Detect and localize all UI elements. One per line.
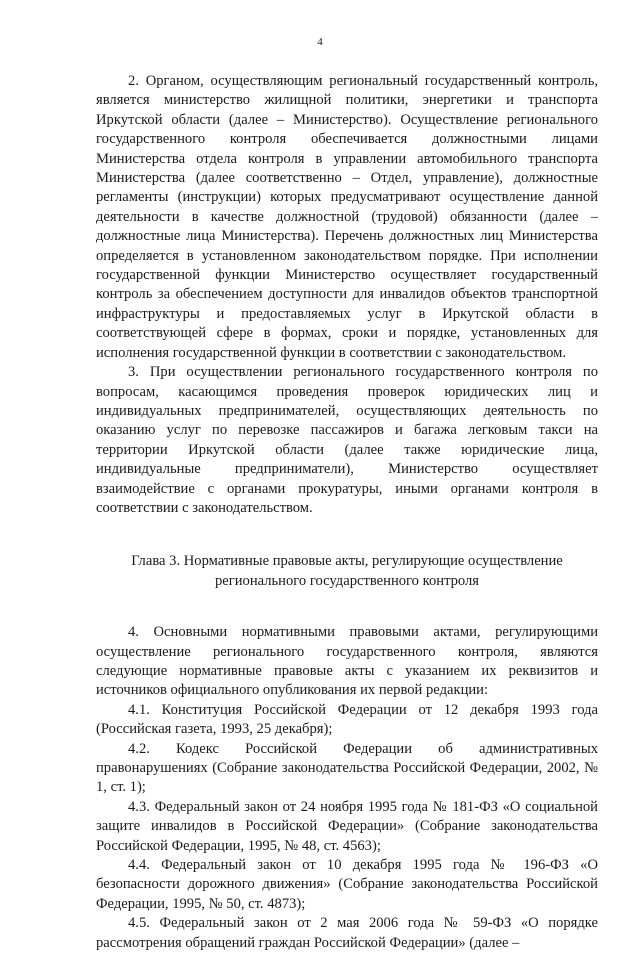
chapter-heading: [96, 552, 598, 591]
section-spacer: [96, 518, 598, 552]
paragraph-4-2: 4.2. Кодекс Российской Федерации об административных правонарушениях (Собрание законодательства Российской Федерации, 2002, № 1, ст. 1);: [96, 740, 598, 796]
chapter-heading-line-1: Глава 3. Нормативные правовые акты, регулирующие осуществление: [131, 553, 563, 570]
paragraph-2: 2. Органом, осуществляющим региональный государственный контроль, является министерство жилищной политики, энергетики и транспорта Иркутской области (далее – Министерство). Осуществление регионального государственного контроля обеспечивается должностными лицами Министерства отдела контроля в управлении автомобильного транспорта Министерства (далее соответственно – Отдел, управление), должностные регламенты (инструкции) которых предусматривают осуществление данной деятельности в качестве должностной (трудовой) обязанности (далее – должностные лица Министерства). Перечень должностных лиц Министерства определяется в установленном законодательством порядке. При исполнении государственной функции Министерство осуществляет государственный контроль за обеспечением доступности для инвалидов объектов транспортной инфраструктуры и предоставляемых услуг в Иркутской области в соответствующей сфере в формах, сроки и порядке, установленных для исполнения государственной функции в соответствии с законодательством.: [96, 73, 598, 361]
document-body: [96, 72, 598, 953]
paragraph-4: 4. Основными нормативными правовыми актами, регулирующими осуществление регионального государственного контроля, являются следующие нормативные правовые акты с указанием их реквизитов и источников официального опубликования их первой редакции:: [96, 624, 598, 699]
chapter-heading-line-2: регионального государственного контроля: [214, 572, 480, 589]
paragraph-3: 3. При осуществлении регионального государственного контроля по вопросам, касающимся проведения проверок юридических лиц и индивидуальных предпринимателей, осуществляющих деятельность по оказанию услуг по перевозке пассажиров и багажа легковым такси на территории Иркутской области (далее также юридические лица, индивидуальные предприниматели), Министерство осуществляет взаимодействие с органами прокуратуры, иными органами контроля в соответствии с законодательством.: [96, 364, 598, 516]
paragraph-4-1: 4.1. Конституция Российской Федерации от 12 декабря 1993 года (Российская газета, 1993, 25 декабря);: [96, 701, 598, 738]
page-number: 4: [317, 36, 323, 48]
paragraph-4-4: 4.4. Федеральный закон от 10 декабря 1995 года № 196-ФЗ «О безопасности дорожного движения» (Собрание законодательства Российской Федерации, 1995, № 50, ст. 4873);: [96, 857, 598, 912]
paragraph-4-5: 4.5. Федеральный закон от 2 мая 2006 года № 59-ФЗ «О порядке рассмотрения обращений граждан Российской Федерации» (далее –: [96, 915, 598, 951]
paragraph-4-3: 4.3. Федеральный закон от 24 ноября 1995 года № 181-ФЗ «О социальной защите инвалидов в Российской Федерации» (Собрание законодательства Российской Федерации, 1995, № 48, ст. 4563);: [96, 798, 598, 854]
